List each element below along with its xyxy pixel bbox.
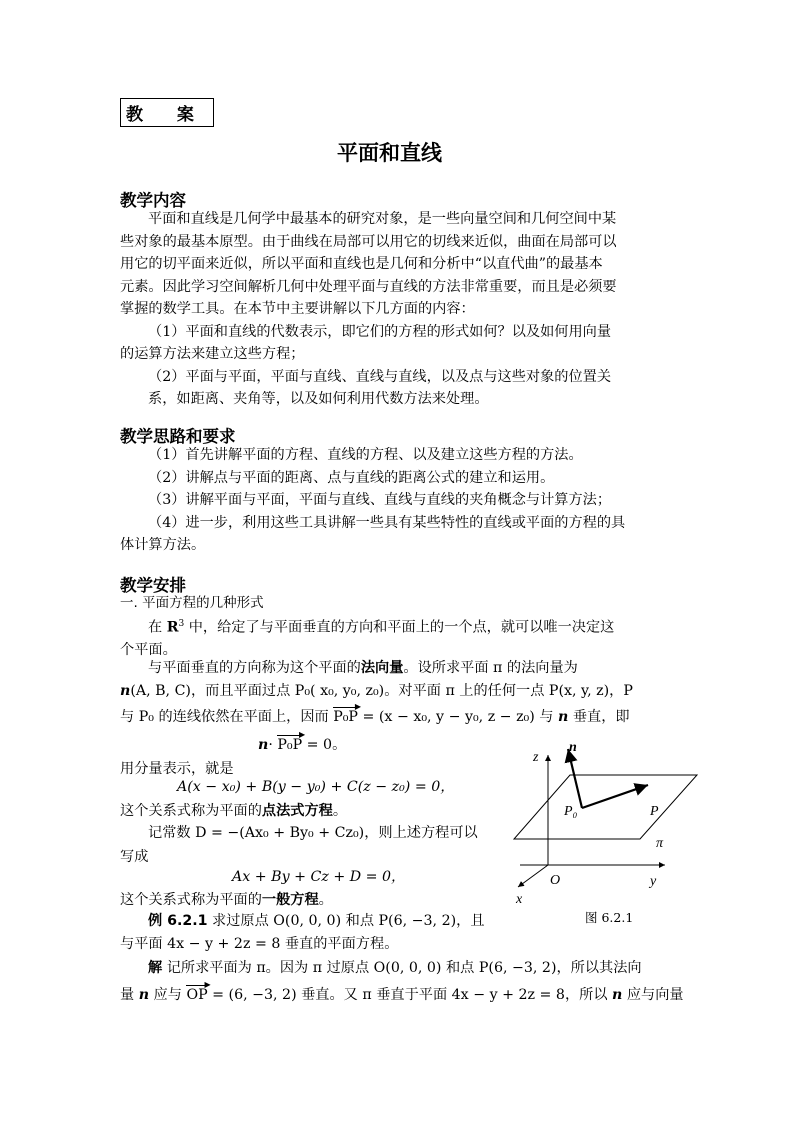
example-line-1: 例 6.2.1 求过原点 O(0, 0, 0) 和点 P(6, −3, 2)，且 xyxy=(148,913,485,929)
content-line-8: （2）平面与平面，平面与直线、直线与直线，以及点与这些对象的位置关 xyxy=(148,369,612,385)
figure-caption: 图 6.2.1 xyxy=(585,910,634,925)
lesson-plan-stamp: 教 案 xyxy=(120,98,214,127)
arrangement-line-7: 这个关系式称为平面的点法式方程。 xyxy=(120,803,348,819)
content-line-2: 些对象的最基本原型。由于曲线在局部可以用它的切线来近似，曲面在局部可以 xyxy=(120,234,617,250)
example-line-2: 与平面 4x − y + 2z = 8 垂直的平面方程。 xyxy=(120,936,399,952)
label-p: P xyxy=(650,804,659,819)
arrangement-line-4: n(A, B, C)，而且平面过点 P₀( x₀, y₀, z₀)。对平面 π 上的任何一点 P(x, y, z)，P xyxy=(120,683,633,699)
figure-plane-normal xyxy=(500,735,700,935)
label-x: x xyxy=(516,892,523,907)
content-line-1: 平面和直线是几何学中最基本的研究对象，是一些向量空间和几何空间中某 xyxy=(148,211,617,227)
equation-dot-product: n· ▶ P₀P = 0。 xyxy=(258,730,347,753)
ideas-line-1: （1）首先讲解平面的方程、直线的方程、以及建立这些方程的方法。 xyxy=(148,447,583,463)
section-heading-arrangement: 教学安排 xyxy=(120,576,186,595)
ideas-line-2: （2）讲解点与平面的距离、点与直线的距离公式的建立和运用。 xyxy=(148,470,555,486)
solution-line-2: 量 n 应与 ▶ OP = (6, −3, 2) 垂直。又 π 垂直于平面 4x − y + 2z = 8，所以 n 应与向量 xyxy=(120,980,684,1003)
label-p0: P₀ xyxy=(564,804,578,819)
ideas-line-5: 体计算方法。 xyxy=(120,537,206,553)
label-pi: π xyxy=(656,836,664,851)
arrangement-line-3: 与平面垂直的方向称为这个平面的法向量。设所求平面 π 的法向量为 xyxy=(148,660,578,676)
label-o: O xyxy=(550,873,561,888)
arrangement-line-2: 个平面。 xyxy=(120,642,177,658)
arrangement-line-9: 写成 xyxy=(120,849,149,865)
section-heading-ideas: 教学思路和要求 xyxy=(120,427,236,446)
plane-pi xyxy=(514,775,697,839)
content-line-4: 元素。因此学习空间解析几何中处理平面与直线的方法非常重要，而且是必须要 xyxy=(120,279,617,295)
equation-general: Ax + By + Cz + D = 0， xyxy=(232,869,406,885)
content-line-6: （1）平面和直线的代数表示，即它们的方程的形式如何？以及如何用向量 xyxy=(148,324,612,340)
vector-p0p xyxy=(582,785,648,808)
content-line-9: 系，如距离、夹角等，以及如何利用代数方法来处理。 xyxy=(148,391,489,407)
equation-point-normal: A(x − x₀) + B(y − y₀) + C(z − z₀) = 0， xyxy=(177,779,455,795)
section-heading-content: 教学内容 xyxy=(120,191,186,210)
arrangement-line-1: 在 $R^3$ 中，给定了与平面垂直的方向和平面上的一个点，就可以唯一决定这 xyxy=(148,619,615,636)
ideas-line-4: （4）进一步，利用这些工具讲解一些具有某些特性的直线或平面的方程的具 xyxy=(148,515,626,531)
arrangement-line-8: 记常数 D = −(Ax₀ + By₀ + Cz₀)，则上述方程可以 xyxy=(148,825,478,841)
x-axis xyxy=(518,865,548,887)
arrangement-line-5: 与 P₀ 的连线依然在平面上，因而 ▶ P₀P = (x − x₀, y − y₀, z − z₀) 与 n 垂直，即 xyxy=(120,702,630,725)
solution-line-1: 解 记所求平面为 π。因为 π 过原点 O(0, 0, 0) 和点 P(6, −3, 2)，所以其法向 xyxy=(148,960,642,976)
content-line-3: 用它的切平面来近似，所以平面和直线也是几何和分析中“以直代曲”的最基本 xyxy=(120,256,603,272)
label-z: z xyxy=(533,750,539,765)
ideas-line-3: （3）讲解平面与平面，平面与直线、直线与直线的夹角概念与计算方法； xyxy=(148,492,612,508)
arrangement-line-6: 用分量表示，就是 xyxy=(120,761,234,777)
content-line-7: 的运算方法来建立这些方程； xyxy=(120,346,305,362)
content-line-5: 掌握的数学工具。在本节中主要讲解以下几方面的内容： xyxy=(120,301,475,317)
label-n: n xyxy=(569,740,577,755)
label-y: y xyxy=(650,874,657,889)
page-title: 平面和直线 xyxy=(337,141,442,165)
normal-vector xyxy=(568,749,582,808)
subsection-heading: 一. 平面方程的几种形式 xyxy=(120,595,264,611)
arrangement-line-10: 这个关系式称为平面的一般方程。 xyxy=(120,892,333,908)
